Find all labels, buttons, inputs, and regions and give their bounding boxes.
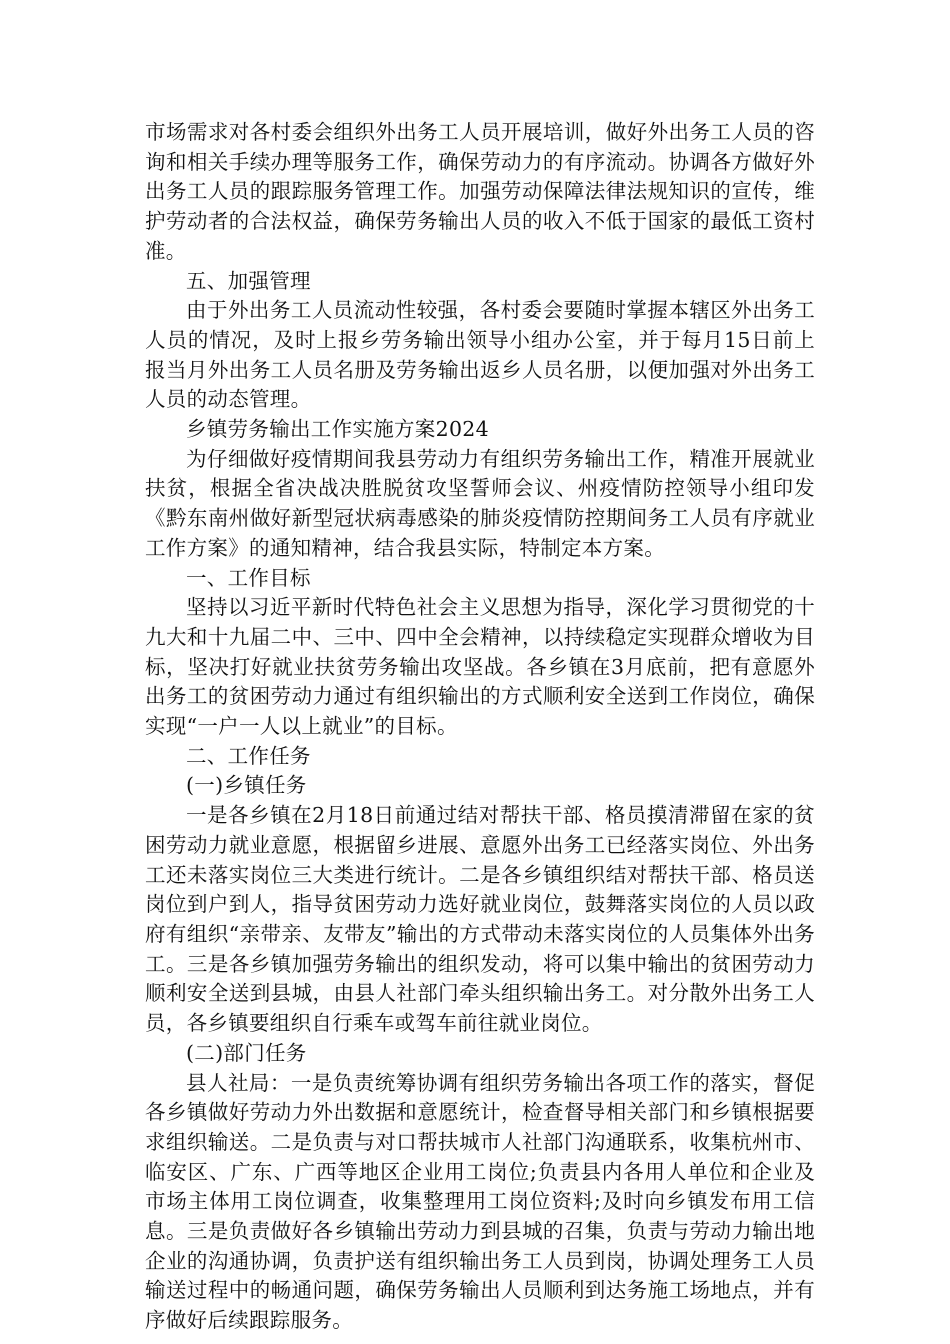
paragraph-introduction: 为仔细做好疫情期间我县劳动力有组织劳务输出工作，精准开展就业扶贫，根据全省决战决胜脱贫攻坚誓师会议、州疫情防控领导小组印发《黔东南州做好新型冠状病毒感染的肺炎疫情防控期间务工人员有序就业工作方案》的通知精神，结合我县实际，特制定本方案。 [145,446,815,560]
paragraph-work-goals: 坚持以习近平新时代特色社会主义思想为指导，深化学习贯彻党的十九大和十九届二中、三中、四中全会精神，以持续稳定实现群众增收为目标，坚决打好就业扶贫劳务输出攻坚战。各乡镇在3月底前，把有意愿外出务工的贫困劳动力通过有组织输出的方式顺利安全送到工作岗位，确保实现“一户一人以上就业”的目标。 [145,595,815,739]
paragraph-continued: 市场需求对各村委会组织外出务工人员开展培训，做好外出务工人员的咨询和相关手续办理等服务工作，确保劳动力的有序流动。协调各方做好外出务工人员的跟踪服务管理工作。加强劳动保障法律法规知识的宣传，维护劳动者的合法权益，确保劳务输出人员的收入不低于国家的最低工资村准。 [145,120,815,263]
paragraph-department-tasks: 县人社局：一是负责统筹协调有组织劳务输出各项工作的落实，督促各乡镇做好劳动力外出数据和意愿统计，检查督导相关部门和乡镇根据要求组织输送。二是负责与对口帮扶城市人社部门沟通联系，收集杭州市、临安区、广东、广西等地区企业用工岗位;负责县内各用人单位和企业及市场主体用工岗位调查，收集整理用工岗位资料;及时向乡镇发布用工信息。三是负责做好各乡镇输出劳动力到县城的召集，负责与劳动力输出地企业的沟通协调，负责护送有组织输出务工人员到岗，协调处理务工人员输送过程中的畅通问题，确保劳务输出人员顺利到达务施工场地点，并有序做好后续跟踪服务。 [145,1070,815,1333]
paragraph-township-tasks: 一是各乡镇在2月18日前通过结对帮扶干部、格员摸清滞留在家的贫困劳动力就业意愿，根据留乡进展、意愿外出务工已经落实岗位、外出务工还未落实岗位三大类进行统计。二是各乡镇组织结对帮扶干部、格员送岗位到户到人，指导贫困劳动力选好就业岗位，鼓舞落实岗位的人员以政府有组织“亲带亲、友带友”输出的方式带动未落实岗位的人员集体外出务工。三是各乡镇加强劳务输出的组织发动，将可以集中输出的贫困劳动力顺利安全送到县城，由县人社部门牵头组织输出务工。对分散外出务工人员，各乡镇要组织自行乘车或驾车前往就业岗位。 [145,803,815,1036]
document-body [145,118,815,1336]
paragraph-management: 由于外出务工人员流动性较强，各村委会要随时掌握本辖区外出务工人员的情况，及时上报乡劳务输出领导小组办公室，并于每月15日前上报当月外出务工人员名册及劳务输出返乡人员名册，以便加强对外出务工人员的动态管理。 [145,298,815,412]
section-heading-work-tasks: 二、工作任务 [186,743,311,768]
document-title: 乡镇劳务输出工作实施方案2024 [186,417,489,442]
section-heading-strengthen-management: 五、加强管理 [186,268,311,293]
subsection-heading-township-tasks: (一)乡镇任务 [186,773,307,798]
subsection-heading-department-tasks: (二)部门任务 [186,1040,307,1065]
section-heading-work-goals: 一、工作目标 [186,565,311,590]
